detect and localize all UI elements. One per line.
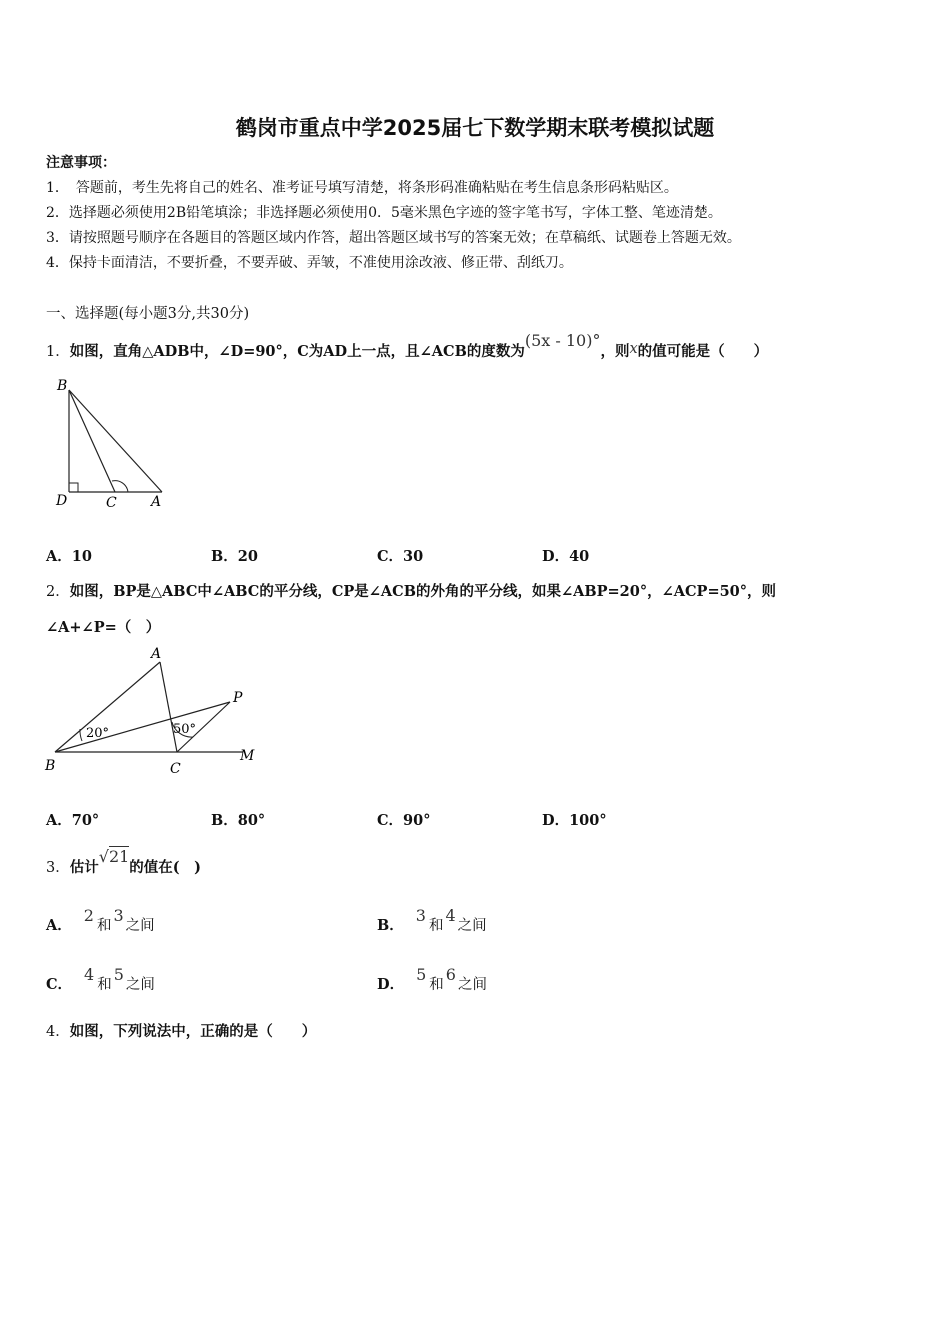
angle-arc-20 <box>80 729 82 741</box>
sqrt-expression <box>99 847 130 866</box>
option-b[interactable]: B．80° <box>211 812 266 829</box>
question-number: 1． <box>46 344 70 360</box>
option-letter: A． <box>46 917 72 934</box>
option-letter: B． <box>377 917 404 934</box>
label-m: M <box>240 748 255 764</box>
question-3 <box>46 847 202 877</box>
label-p: P <box>233 690 243 706</box>
section-heading: 一、选择题(每小题3分,共30分) <box>46 306 250 322</box>
notes-heading: 注意事项： <box>46 155 116 171</box>
connector: 和 <box>96 918 112 934</box>
label-a: A <box>151 646 162 662</box>
question-4 <box>46 1020 316 1041</box>
option-a[interactable]: A．70° <box>46 812 100 829</box>
number: 6 <box>445 965 456 984</box>
option-d[interactable] <box>377 965 487 994</box>
question-number: 3． <box>46 860 70 876</box>
question-1 <box>46 331 769 361</box>
number: 2 <box>83 906 94 925</box>
figure-right-triangle <box>50 375 180 515</box>
segment-ac <box>160 662 177 752</box>
note-item: 2．选择题必须使用2B铅笔填涂；非选择题必须使用0．5毫米黑色字迹的签字笔书写，字体工整、笔迹清楚。 <box>46 205 722 221</box>
label-b: B <box>45 758 56 774</box>
math-expression: (5x - 10)° <box>524 331 601 350</box>
connector: 和 <box>97 977 112 993</box>
connector: 和 <box>429 977 444 993</box>
note-item: 1． 答题前，考生先将自己的姓名、准考证号填写清楚，将条形码准确粘贴在考生信息条形码粘贴区。 <box>46 180 678 196</box>
note-item: 4．保持卡面清洁，不要折叠，不要弄破、弄皱，不准使用涂改液、修正带、刮纸刀。 <box>46 255 573 271</box>
question-text: ，则 <box>600 343 630 360</box>
question-text: 如图，直角△ADB中，∠D=90°，C为AD上一点，且∠ACB的度数为 <box>69 343 525 360</box>
connector: 和 <box>428 918 444 934</box>
option-d[interactable]: D．100° <box>542 812 607 829</box>
label-b: B <box>57 378 68 394</box>
option-b[interactable]: B．20 <box>211 548 258 565</box>
label-c: C <box>170 761 181 777</box>
option-suffix: 之间 <box>457 977 487 993</box>
question-text: 如图，下列说法中，正确的是（ ） <box>69 1023 317 1040</box>
label-c: C <box>106 495 117 511</box>
question-2 <box>46 580 776 601</box>
option-c[interactable]: C．30 <box>377 548 424 565</box>
option-d[interactable]: D．40 <box>542 548 590 565</box>
question-text: 的值在( ) <box>129 859 202 876</box>
option-a[interactable]: A．10 <box>46 548 92 565</box>
question-text: 估计 <box>69 859 99 876</box>
angle-label-20: 20° <box>86 726 110 741</box>
option-b[interactable] <box>377 906 487 935</box>
math-variable: x <box>629 341 638 357</box>
question-text: 的值可能是（ ） <box>637 343 769 360</box>
label-d: D <box>56 493 68 509</box>
question-2-continued: ∠A+∠P=（ ） <box>46 619 161 636</box>
angle-label-50: 50° <box>173 722 197 737</box>
option-a[interactable] <box>46 906 155 935</box>
right-angle-mark <box>69 483 78 492</box>
page-title: 鹤岗市重点中学2025届七下数学期末联考模拟试题 <box>235 116 715 140</box>
radicand: 21 <box>108 847 130 866</box>
option-c[interactable]: C．90° <box>377 812 431 829</box>
option-letter: C． <box>46 976 73 993</box>
number: 5 <box>113 965 124 984</box>
option-suffix: 之间 <box>125 977 155 993</box>
question-text: 如图，BP是△ABC中∠ABC的平分线，CP是∠ACB的外角的平分线，如果∠ABP=20°，∠ACP=50°，则 <box>69 583 777 600</box>
option-suffix: 之间 <box>125 918 155 934</box>
question-number: 4． <box>46 1024 70 1040</box>
label-a: A <box>151 494 162 510</box>
option-suffix: 之间 <box>457 918 487 934</box>
number: 5 <box>416 965 427 984</box>
number: 4 <box>84 965 95 984</box>
question-number: 2． <box>46 584 70 600</box>
sqrt-icon: √ <box>98 847 109 866</box>
note-item: 3．请按照题号顺序在各题目的答题区域内作答，超出答题区域书写的答案无效；在草稿纸、试题卷上答题无效。 <box>46 230 741 246</box>
segment-ba <box>69 390 162 492</box>
number: 3 <box>415 906 426 925</box>
figure-angle-bisector <box>40 640 270 780</box>
number: 3 <box>113 906 124 925</box>
option-letter: D． <box>377 976 405 993</box>
segment-bc <box>69 390 115 492</box>
number: 4 <box>445 906 456 925</box>
option-c[interactable] <box>46 965 155 994</box>
